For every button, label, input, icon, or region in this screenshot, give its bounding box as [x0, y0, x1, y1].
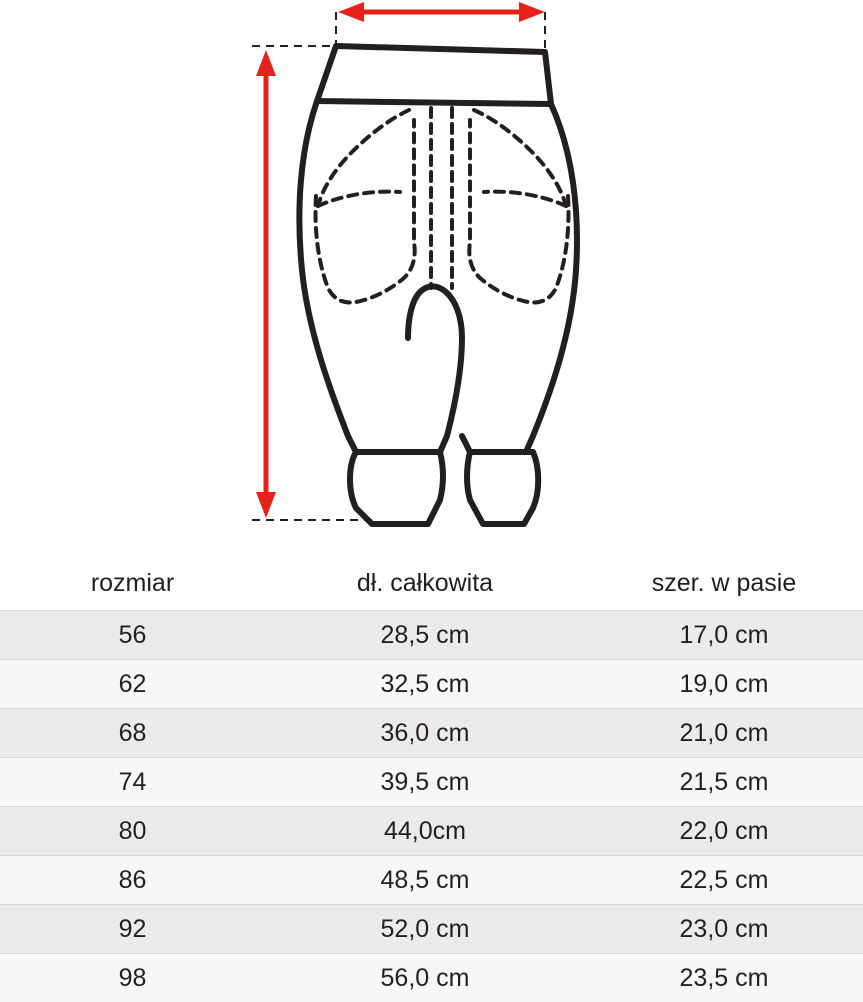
cell-size: 98 [0, 954, 265, 1002]
total-length-arrow [256, 50, 276, 518]
cell-waist-width: 21,5 cm [585, 758, 863, 807]
table-row [0, 807, 863, 856]
cell-size: 86 [0, 856, 265, 905]
cell-size: 62 [0, 660, 265, 709]
table-row [0, 611, 863, 660]
cell-waist-width: 22,5 cm [585, 856, 863, 905]
cell-size: 80 [0, 807, 265, 856]
table-row [0, 709, 863, 758]
cell-total-length: 44,0cm [265, 807, 585, 856]
cell-size: 56 [0, 611, 265, 660]
table-header-row [0, 556, 863, 611]
cell-size: 92 [0, 905, 265, 954]
cell-waist-width: 23,0 cm [585, 905, 863, 954]
table-row [0, 758, 863, 807]
cell-total-length: 52,0 cm [265, 905, 585, 954]
pants-outline [299, 46, 577, 524]
cell-total-length: 39,5 cm [265, 758, 585, 807]
size-table [0, 556, 863, 1002]
pocket-stitching [316, 108, 569, 302]
table-row [0, 856, 863, 905]
cell-waist-width: 23,5 cm [585, 954, 863, 1002]
table-row [0, 905, 863, 954]
cell-waist-width: 21,0 cm [585, 709, 863, 758]
waist-width-arrow [338, 2, 545, 22]
cell-total-length: 48,5 cm [265, 856, 585, 905]
column-header-size: rozmiar [0, 556, 265, 611]
column-header-total-length: dł. całkowita [265, 556, 585, 611]
cell-total-length: 36,0 cm [265, 709, 585, 758]
cell-size: 68 [0, 709, 265, 758]
column-header-waist-width: szer. w pasie [585, 556, 863, 611]
cell-waist-width: 19,0 cm [585, 660, 863, 709]
cell-waist-width: 17,0 cm [585, 611, 863, 660]
table-row [0, 954, 863, 1002]
guide-lines [252, 12, 545, 520]
cell-size: 74 [0, 758, 265, 807]
table-row [0, 660, 863, 709]
cell-waist-width: 22,0 cm [585, 807, 863, 856]
cell-total-length: 56,0 cm [265, 954, 585, 1002]
cell-total-length: 28,5 cm [265, 611, 585, 660]
cell-total-length: 32,5 cm [265, 660, 585, 709]
